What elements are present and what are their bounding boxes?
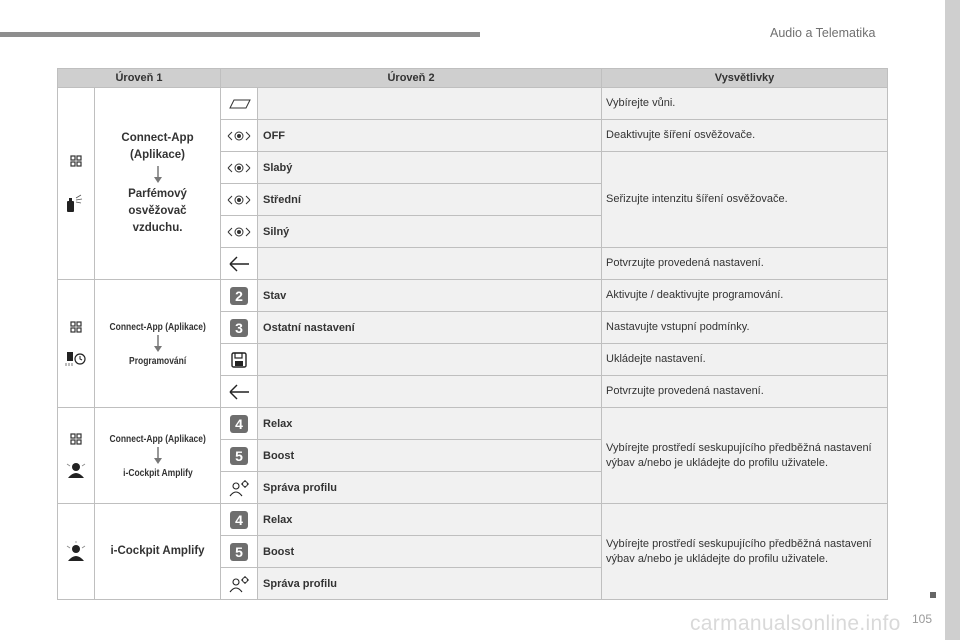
explanation: Deaktivujte šíření osvěžovače. (602, 120, 888, 152)
save-disk-icon (230, 351, 248, 369)
table-row (58, 408, 888, 440)
apps-grid-icon (69, 432, 83, 446)
explanation: Aktivujte / deaktivujte programování. (602, 280, 888, 312)
step-badge: 4 (230, 511, 248, 529)
table-row (58, 280, 888, 312)
diffuser-icon (226, 162, 252, 174)
back-arrow-icon (228, 384, 250, 400)
down-arrow-icon (153, 447, 163, 465)
programming-clock-icon (63, 348, 89, 368)
step-badge: 5 (230, 543, 248, 561)
level1-icons-cell (58, 88, 95, 280)
level1-icons-cell (58, 504, 95, 600)
explanation: Vybírejte prostředí seskupujícího předběžná nastavení výbav a/nebo je ukládejte do profilu uživatele. (602, 504, 888, 600)
step-badge: 4 (230, 415, 248, 433)
level2-label: Střední (258, 184, 602, 216)
level2-label: Stav (258, 280, 602, 312)
fragrance-icon (63, 192, 89, 214)
level1-title: Connect-App (Aplikace) (109, 433, 206, 445)
level2-label (258, 88, 602, 120)
diffuser-icon (226, 226, 252, 238)
confirm-cell[interactable] (221, 376, 258, 408)
relax-cell[interactable] (221, 408, 258, 440)
profile-settings-icon (227, 479, 251, 497)
driver-profile-icon (64, 541, 88, 563)
intensity-low-cell[interactable] (221, 152, 258, 184)
diffuser-icon (226, 194, 252, 206)
level1-subtitle: Parfémový osvěžovač vzduchu. (128, 188, 187, 234)
level2-label: OFF (258, 120, 602, 152)
boost-cell[interactable] (221, 536, 258, 568)
level1-title: i-Cockpit Amplify (110, 545, 205, 557)
apps-grid-icon (69, 154, 83, 168)
level2-label: Správa profilu (258, 568, 602, 600)
column-header-explanations: Vysvětlivky (602, 69, 888, 88)
column-header-level1: Úroveň 1 (58, 69, 221, 88)
intensity-off-cell[interactable] (221, 120, 258, 152)
profile-settings-icon (227, 575, 251, 593)
level2-label: Ostatní nastavení (258, 312, 602, 344)
level1-cell (95, 408, 221, 504)
level2-label: Boost (258, 536, 602, 568)
level1-subtitle: Programování (128, 355, 187, 367)
profile-management-cell[interactable] (221, 568, 258, 600)
back-arrow-icon (228, 256, 250, 272)
watermark: carmanualsonline.info (690, 612, 901, 635)
other-settings-cell[interactable] (221, 312, 258, 344)
boost-cell[interactable] (221, 440, 258, 472)
explanation: Seřizujte intenzitu šíření osvěžovače. (602, 152, 888, 248)
level2-label: Správa profilu (258, 472, 602, 504)
level2-label (258, 344, 602, 376)
relax-cell[interactable] (221, 504, 258, 536)
table-row (58, 88, 888, 120)
step-badge: 2 (230, 287, 248, 305)
level2-label: Relax (258, 408, 602, 440)
level2-label (258, 376, 602, 408)
level2-label: Silný (258, 216, 602, 248)
explanation: Vybírejte vůni. (602, 88, 888, 120)
level1-icons-cell (58, 408, 95, 504)
level2-label (258, 248, 602, 280)
scent-cartridge-icon (226, 98, 252, 110)
level1-cell (95, 88, 221, 280)
level2-label: Boost (258, 440, 602, 472)
intensity-medium-cell[interactable] (221, 184, 258, 216)
level1-icons-cell (58, 280, 95, 408)
level1-title: Connect-App (Aplikace) (121, 132, 194, 161)
profile-management-cell[interactable] (221, 472, 258, 504)
side-band (945, 0, 960, 640)
driver-profile-icon (64, 460, 88, 480)
apps-grid-icon (69, 320, 83, 334)
level2-label: Slabý (258, 152, 602, 184)
confirm-cell[interactable] (221, 248, 258, 280)
page-marker (930, 592, 936, 598)
explanation: Potvrzujte provedená nastavení. (602, 376, 888, 408)
level1-title: Connect-App (Aplikace) (109, 321, 206, 333)
table-row (58, 504, 888, 536)
page-header-title: Audio a Telematika (770, 26, 876, 40)
save-cell[interactable] (221, 344, 258, 376)
table-header-row (58, 69, 888, 88)
page-number: 105 (912, 612, 933, 626)
level1-cell (95, 504, 221, 600)
explanation: Potvrzujte provedená nastavení. (602, 248, 888, 280)
diffuser-icon (226, 130, 252, 142)
header-rule (0, 32, 480, 37)
column-header-level2: Úroveň 2 (221, 69, 602, 88)
down-arrow-icon (153, 166, 163, 184)
step-badge: 3 (230, 319, 248, 337)
explanation: Nastavujte vstupní podmínky. (602, 312, 888, 344)
step-badge: 5 (230, 447, 248, 465)
intensity-high-cell[interactable] (221, 216, 258, 248)
status-cell[interactable] (221, 280, 258, 312)
level1-subtitle: i-Cockpit Amplify (122, 467, 193, 479)
explanation: Vybírejte prostředí seskupujícího předběžná nastavení výbav a/nebo je ukládejte do profilu uživatele. (602, 408, 888, 504)
explanation: Ukládejte nastavení. (602, 344, 888, 376)
down-arrow-icon (153, 335, 163, 353)
settings-table (57, 68, 888, 600)
scent-select-cell[interactable] (221, 88, 258, 120)
level1-cell (95, 280, 221, 408)
level2-label: Relax (258, 504, 602, 536)
